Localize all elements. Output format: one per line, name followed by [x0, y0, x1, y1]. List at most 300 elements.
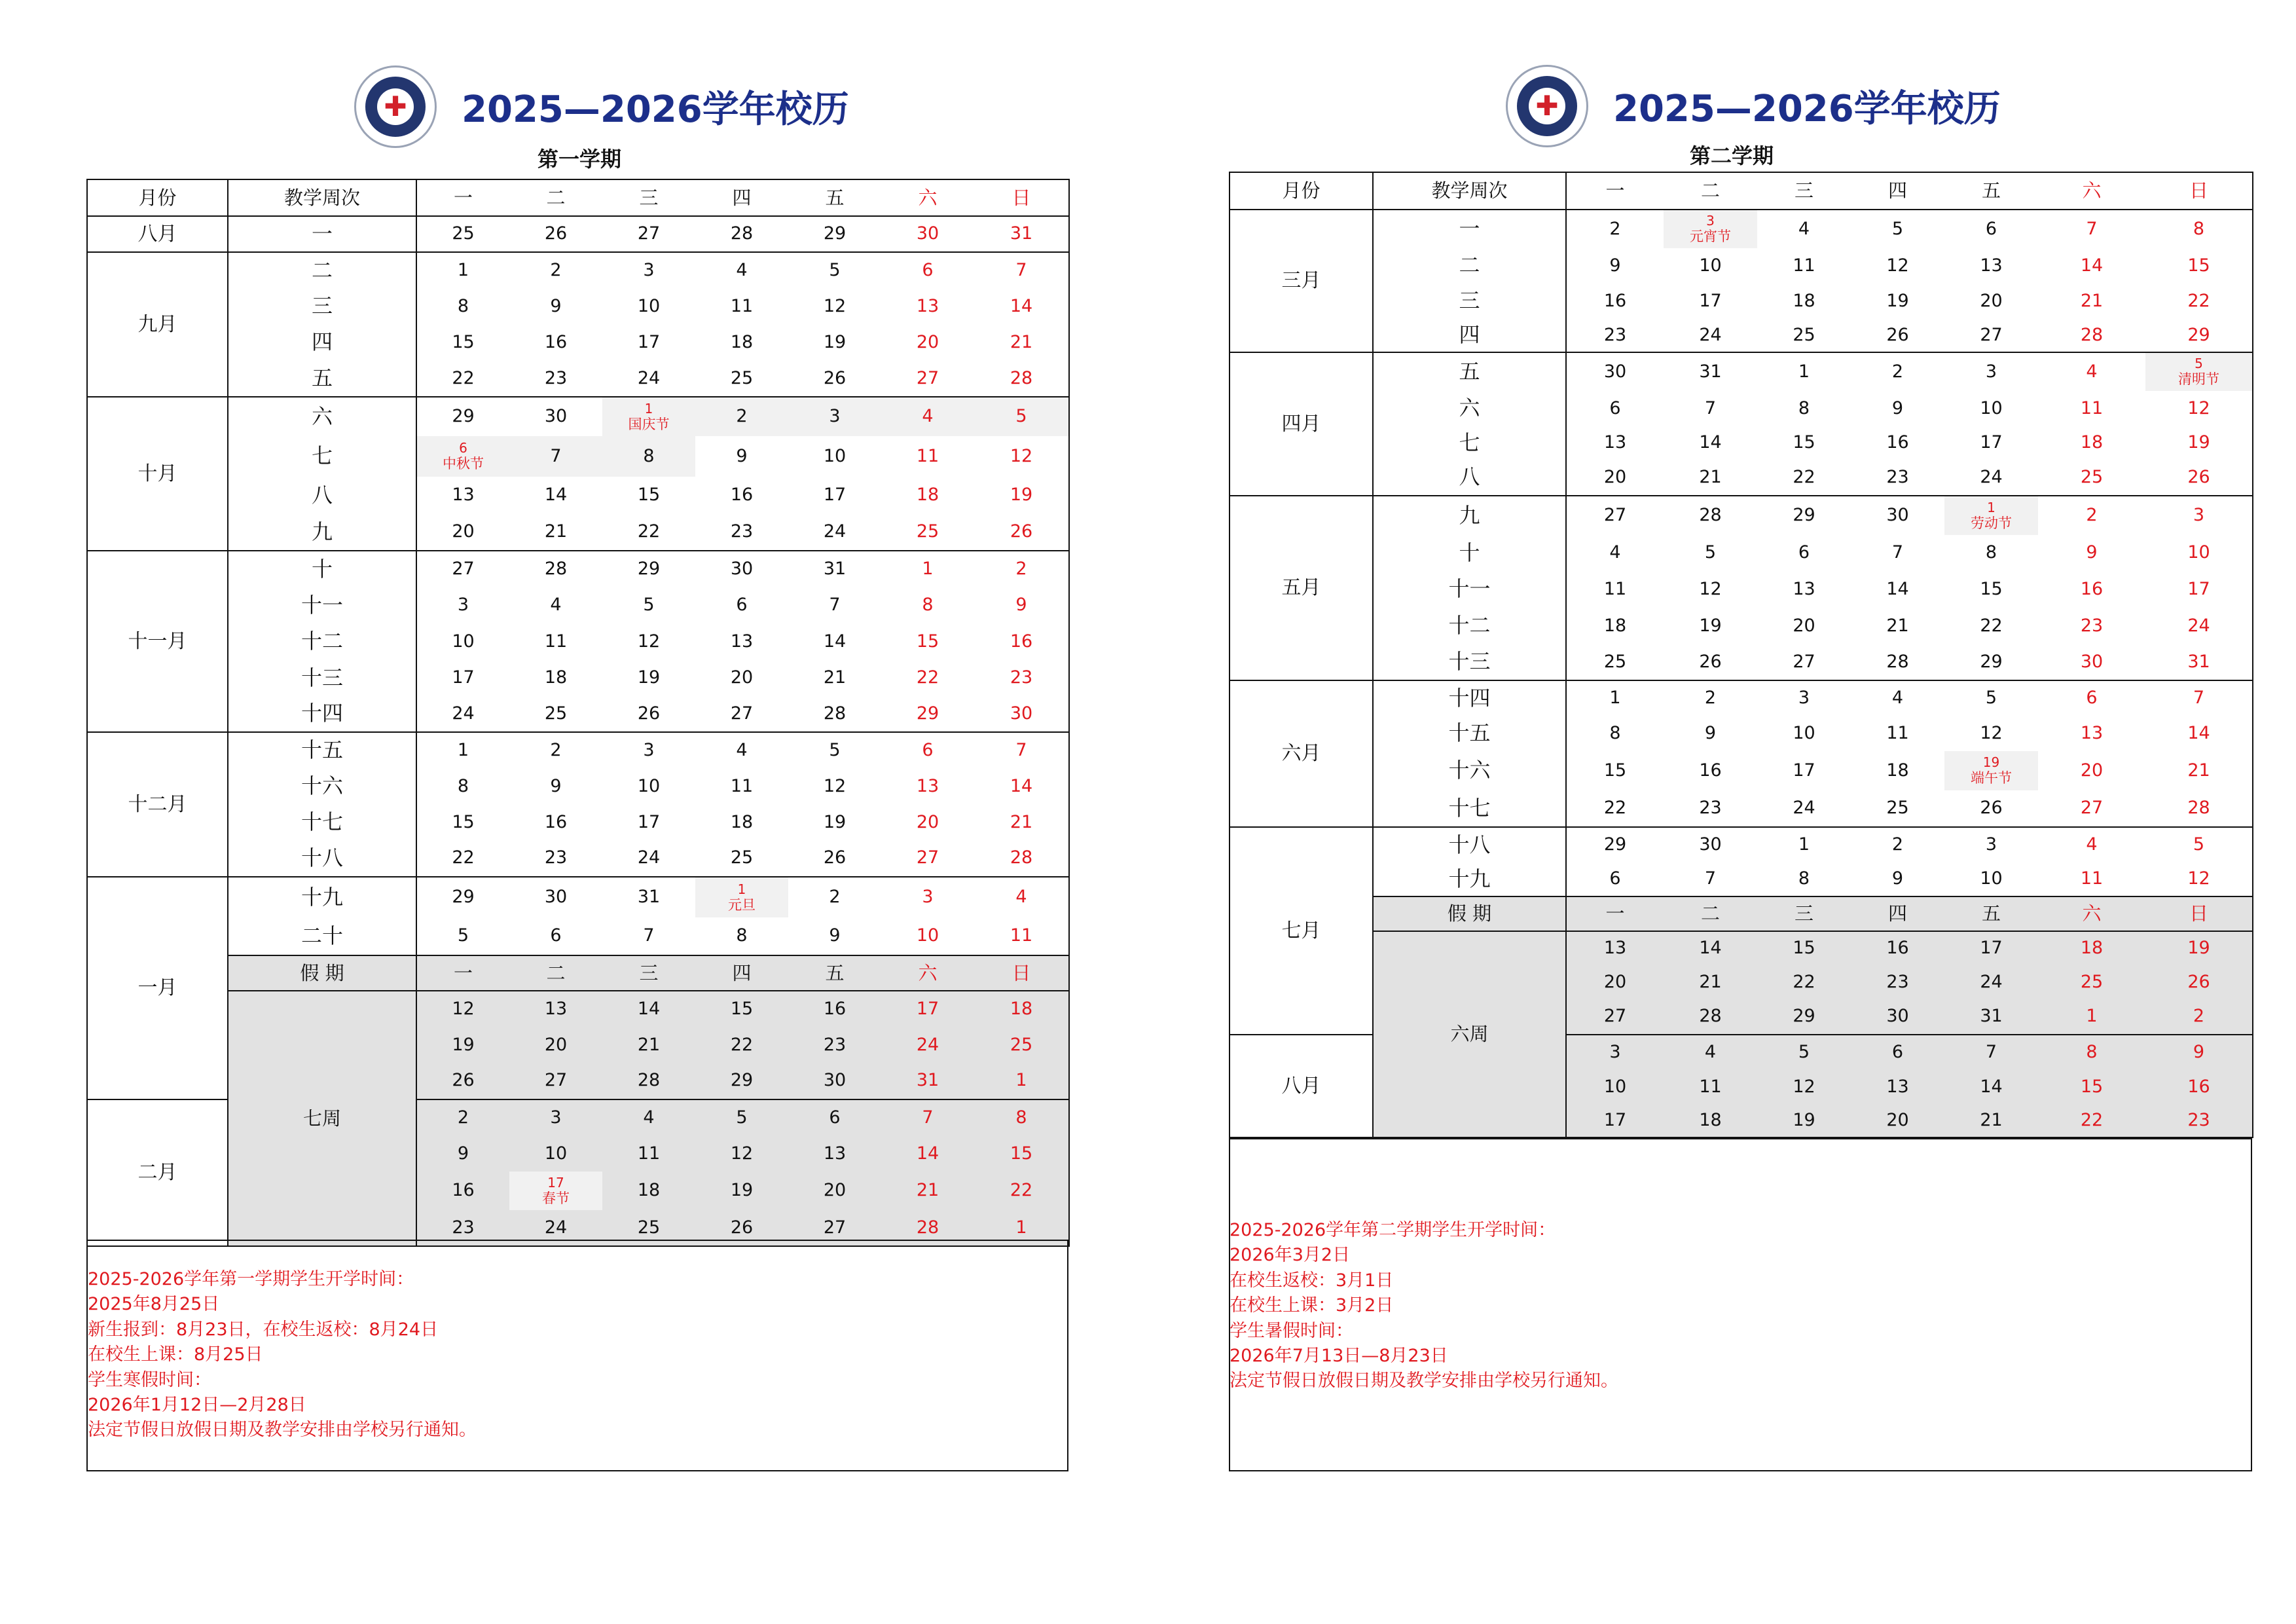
day-cell: 12	[2187, 868, 2210, 889]
week-number: 九	[228, 514, 416, 551]
day-cell: 7	[1704, 397, 1717, 418]
day-cell: 5	[788, 732, 881, 768]
week-number: 五	[1373, 352, 1566, 391]
day-cell: 3	[602, 732, 695, 768]
day-cell: 30	[1851, 496, 1944, 535]
day-cell: 11	[730, 775, 754, 796]
day-cell: 2	[788, 877, 881, 917]
day-cell: 6	[1944, 210, 2038, 248]
day-cell: 11	[1566, 571, 1664, 608]
week-number: 七	[1373, 426, 1566, 460]
day-cell: 12	[2187, 397, 2210, 418]
week-number: 一	[228, 216, 416, 252]
day-cell: 18	[1664, 1104, 1757, 1137]
day-cell: 3	[1944, 352, 2038, 391]
day-cell: 28	[1010, 367, 1033, 388]
week-number: 四	[228, 324, 416, 361]
day-cell: 13	[1566, 931, 1664, 965]
week-row	[1230, 460, 2253, 496]
day-cell: 23	[544, 847, 568, 868]
header-row	[87, 179, 1069, 216]
day-cell	[509, 1172, 602, 1210]
day-cell: 7	[974, 732, 1069, 768]
day-cell: 10	[916, 925, 939, 946]
day-cell: 12	[1010, 445, 1033, 466]
day-cell: 26	[695, 1210, 788, 1246]
week-row	[1230, 716, 2253, 751]
week-row	[1230, 284, 2253, 319]
week-row	[1230, 535, 2253, 571]
vacation-day-header: 三	[1757, 896, 1851, 931]
month-cell: 七月	[1230, 827, 1373, 1035]
day-cell: 25	[916, 521, 939, 542]
week-row	[87, 436, 1069, 477]
day-cell: 20	[509, 1027, 602, 1063]
notes-line: 学生暑假时间：	[1230, 1320, 1353, 1341]
day-cell: 24	[823, 521, 847, 542]
month-cell: 六月	[1230, 680, 1373, 827]
week-number: 十二	[228, 623, 416, 660]
day-cell: 29	[602, 551, 695, 587]
holiday-date: 1	[1987, 499, 1995, 515]
day-cell: 15	[1757, 931, 1851, 965]
day-cell: 3	[416, 587, 509, 623]
day-cell: 5	[643, 595, 655, 616]
day-cell: 3	[1566, 1035, 1664, 1070]
day-cell: 16	[544, 331, 568, 352]
day-cell: 21	[823, 667, 847, 688]
notes-line: 2025年8月25日	[88, 1294, 220, 1315]
week-number: 八	[1373, 460, 1566, 496]
day-cell: 16	[2080, 578, 2104, 599]
notes-line: 新生报到：8月23日，在校生返校：8月24日	[88, 1319, 439, 1340]
day-cell: 26	[1980, 798, 2003, 819]
day-cell: 14	[881, 1136, 974, 1172]
day-cell: 24	[509, 1210, 602, 1246]
day-cell: 24	[1980, 466, 2003, 487]
day-cell: 25	[2038, 965, 2145, 999]
week-number: 十七	[1373, 790, 1566, 827]
day-cell: 9	[1891, 868, 1904, 889]
vacation-header-row	[1230, 896, 2253, 931]
day-cell: 28	[1886, 651, 1909, 672]
day-cell: 18	[974, 991, 1069, 1027]
vacation-row	[1230, 931, 2253, 965]
day-cell: 2	[1664, 680, 1757, 716]
day-cell: 21	[1944, 1104, 2038, 1137]
day-cell: 29	[1566, 827, 1664, 862]
day-cell: 25	[602, 1210, 695, 1246]
day-cell: 10	[2187, 542, 2210, 563]
day-cell: 9	[550, 775, 562, 796]
vacation-day-header: 六	[881, 955, 974, 991]
day-cell: 22	[416, 361, 509, 397]
month-cell: 一月	[87, 877, 228, 1099]
month-cell: 二月	[87, 1099, 228, 1246]
week-number: 十八	[228, 840, 416, 877]
semester1-calendar-table	[86, 179, 1070, 1247]
day-cell: 20	[1566, 965, 1664, 999]
day-cell: 10	[1699, 255, 1722, 276]
day-cell: 29	[416, 397, 509, 436]
holiday-date: 17	[547, 1174, 564, 1190]
day-cell: 4	[695, 252, 788, 289]
day-cell: 11	[544, 631, 568, 652]
day-cell: 29	[416, 877, 509, 917]
day-cell: 7	[974, 252, 1069, 289]
day-cell: 23	[416, 1210, 509, 1246]
week-number: 十八	[1373, 827, 1566, 862]
day-cell: 21	[1699, 466, 1722, 487]
day-cell: 17	[637, 331, 661, 352]
day-cell: 9	[829, 925, 841, 946]
day-cell: 12	[1699, 578, 1722, 599]
holiday-name: 端午节	[1971, 770, 2012, 786]
header-row	[1230, 172, 2253, 210]
week-number: 七	[228, 436, 416, 477]
day-cell: 13	[416, 477, 509, 514]
day-cell: 15	[2187, 255, 2210, 276]
header-day: 一	[416, 179, 509, 216]
day-cell: 4	[2038, 827, 2145, 862]
day-cell: 24	[637, 367, 661, 388]
header-day: 六	[881, 179, 974, 216]
day-cell: 28	[823, 703, 847, 724]
calendar-title: 2025—2026学年校历	[462, 88, 849, 131]
day-cell: 13	[2080, 722, 2104, 743]
day-cell: 9	[550, 295, 562, 316]
day-cell: 20	[1566, 460, 1664, 496]
day-cell: 15	[916, 631, 939, 652]
week-number: 十四	[228, 696, 416, 732]
day-cell: 30	[1664, 827, 1757, 862]
day-cell: 10	[1793, 722, 1815, 743]
day-cell: 12	[637, 631, 661, 652]
header-day: 日	[2145, 172, 2253, 210]
day-cell: 1	[1566, 680, 1664, 716]
day-cell: 17	[1793, 760, 1815, 781]
day-cell: 14	[823, 631, 847, 652]
day-cell: 26	[1886, 324, 1909, 345]
vacation-day-header: 六	[2038, 896, 2145, 931]
week-number: 六	[1373, 391, 1566, 426]
day-cell: 3	[2145, 496, 2253, 535]
notes-line: 2026年1月12日—2月28日	[88, 1395, 306, 1416]
day-cell: 6	[1566, 862, 1664, 896]
day-cell: 16	[544, 811, 568, 832]
header-day: 一	[1566, 172, 1664, 210]
day-cell: 10	[1566, 1070, 1664, 1104]
header-week: 教学周次	[228, 179, 416, 216]
day-cell: 7	[1704, 868, 1717, 889]
day-cell: 17	[1944, 931, 2038, 965]
day-cell: 10	[637, 295, 661, 316]
day-cell: 3	[881, 877, 974, 917]
week-number: 三	[228, 289, 416, 324]
day-cell: 20	[916, 331, 939, 352]
semester2-notes	[1230, 1218, 1618, 1394]
day-cell	[2145, 352, 2253, 391]
vacation-day-header: 三	[602, 955, 695, 991]
holiday-date: 1	[737, 881, 746, 897]
day-cell: 26	[1010, 521, 1033, 542]
day-cell: 4	[881, 397, 974, 436]
day-cell: 20	[2080, 760, 2104, 781]
day-cell: 9	[1566, 248, 1664, 284]
day-cell: 27	[730, 703, 754, 724]
week-row	[87, 361, 1069, 397]
day-cell: 26	[823, 847, 847, 868]
vacation-day-header: 五	[788, 955, 881, 991]
week-number: 十二	[1373, 608, 1566, 644]
day-cell: 23	[1010, 667, 1033, 688]
day-cell: 14	[1010, 295, 1033, 316]
day-cell: 14	[1886, 578, 1909, 599]
day-cell: 6	[550, 925, 562, 946]
day-cell	[602, 397, 695, 436]
day-cell: 31	[974, 216, 1069, 252]
week-row	[87, 805, 1069, 840]
day-cell: 7	[1944, 1035, 2038, 1070]
day-cell: 28	[695, 216, 788, 252]
day-cell: 6	[881, 252, 974, 289]
week-number: 十六	[228, 768, 416, 805]
day-cell: 29	[916, 703, 939, 724]
day-cell: 15	[2038, 1070, 2145, 1104]
vacation-day-header: 二	[509, 955, 602, 991]
day-cell	[695, 877, 788, 917]
day-cell: 4	[1851, 680, 1944, 716]
day-cell: 23	[1566, 319, 1664, 352]
day-cell: 3	[1757, 680, 1851, 716]
day-cell: 9	[2086, 542, 2098, 563]
header-day: 日	[974, 179, 1069, 216]
day-cell: 29	[2187, 324, 2210, 345]
day-cell: 27	[916, 367, 939, 388]
vacation-weeks: 六周	[1373, 931, 1566, 1137]
week-row	[1230, 391, 2253, 426]
day-cell: 16	[2145, 1070, 2253, 1104]
day-cell: 21	[2187, 760, 2210, 781]
month-cell: 四月	[1230, 352, 1373, 496]
week-number: 二	[228, 252, 416, 289]
week-row	[87, 732, 1069, 768]
week-row	[1230, 571, 2253, 608]
day-cell: 2	[416, 1099, 509, 1136]
day-cell: 8	[1798, 868, 1810, 889]
day-cell: 22	[416, 840, 509, 877]
day-cell: 27	[1980, 324, 2003, 345]
day-cell: 21	[881, 1172, 974, 1210]
day-cell: 13	[1851, 1070, 1944, 1104]
day-cell: 17	[1699, 290, 1722, 311]
day-cell: 1	[974, 1063, 1069, 1099]
day-cell: 28	[1010, 847, 1033, 868]
week-row	[87, 477, 1069, 514]
day-cell: 28	[2187, 798, 2210, 819]
day-cell: 7	[1891, 542, 1904, 563]
notes-line: 在校生返校：3月1日	[1230, 1270, 1394, 1291]
day-cell: 25	[544, 703, 568, 724]
holiday-date: 5	[2195, 356, 2203, 372]
day-cell: 13	[1980, 255, 2003, 276]
day-cell: 21	[602, 1027, 695, 1063]
day-cell: 13	[730, 631, 754, 652]
day-cell: 19	[1010, 485, 1033, 506]
week-row	[87, 917, 1069, 955]
day-cell: 25	[1793, 324, 1815, 345]
day-cell: 20	[788, 1172, 881, 1210]
day-cell: 22	[974, 1172, 1069, 1210]
week-number: 四	[1373, 319, 1566, 352]
day-cell: 30	[1566, 352, 1664, 391]
day-cell: 6	[1851, 1035, 1944, 1070]
day-cell: 16	[788, 991, 881, 1027]
vacation-day-header: 二	[1664, 896, 1757, 931]
vacation-day-header: 日	[974, 955, 1069, 991]
day-cell: 30	[881, 216, 974, 252]
week-number: 十	[228, 551, 416, 587]
day-cell: 11	[1886, 722, 1909, 743]
day-cell: 16	[1010, 631, 1033, 652]
day-cell: 8	[416, 289, 509, 324]
day-cell: 13	[788, 1136, 881, 1172]
day-cell: 18	[544, 667, 568, 688]
notes-line: 在校生上课：8月25日	[88, 1344, 263, 1365]
day-cell: 2	[974, 551, 1069, 587]
day-cell: 27	[788, 1210, 881, 1246]
day-cell: 11	[1664, 1070, 1757, 1104]
week-row	[87, 696, 1069, 732]
week-row	[87, 877, 1069, 917]
semester2-calendar-table	[1229, 172, 2253, 1138]
day-cell: 20	[730, 667, 754, 688]
week-row	[87, 768, 1069, 805]
day-cell: 20	[416, 514, 509, 551]
day-cell: 5	[1757, 1035, 1851, 1070]
holiday-name: 国庆节	[628, 416, 670, 432]
holiday-name: 清明节	[2178, 371, 2219, 388]
day-cell: 30	[2080, 651, 2104, 672]
day-cell: 22	[2187, 290, 2210, 311]
notes-line: 法定节假日放假日期及教学安排由学校另行通知。	[1230, 1371, 1618, 1392]
day-cell: 18	[2038, 931, 2145, 965]
day-cell: 18	[730, 331, 754, 352]
day-cell: 5	[1851, 210, 1944, 248]
day-cell: 23	[730, 521, 754, 542]
holiday-name: 元旦	[728, 896, 756, 913]
day-cell: 8	[974, 1099, 1069, 1136]
day-cell: 31	[602, 877, 695, 917]
day-cell: 4	[1664, 1035, 1757, 1070]
week-row	[87, 660, 1069, 696]
notes-line: 2025-2026学年第一学期学生开学时间：	[88, 1269, 414, 1289]
header-month: 月份	[87, 179, 228, 216]
day-cell: 12	[1757, 1070, 1851, 1104]
week-row	[1230, 426, 2253, 460]
week-number: 三	[1373, 284, 1566, 319]
month-cell: 三月	[1230, 210, 1373, 352]
header-day: 四	[1851, 172, 1944, 210]
day-cell	[1944, 496, 2038, 535]
day-cell: 28	[602, 1063, 695, 1099]
day-cell: 1	[1757, 827, 1851, 862]
day-cell: 1	[416, 252, 509, 289]
week-row	[1230, 790, 2253, 827]
semester2-label: 第二学期	[1689, 143, 1774, 168]
vacation-label: 假 期	[228, 955, 416, 991]
day-cell: 4	[1566, 535, 1664, 571]
day-cell: 18	[602, 1172, 695, 1210]
day-cell: 3	[788, 397, 881, 436]
month-cell: 五月	[1230, 496, 1373, 680]
day-cell: 15	[416, 324, 509, 361]
day-cell: 9	[1891, 397, 1904, 418]
vacation-day-header: 四	[1851, 896, 1944, 931]
day-cell: 1	[974, 1210, 1069, 1246]
day-cell: 8	[2038, 1035, 2145, 1070]
day-cell: 25	[1886, 798, 1909, 819]
day-cell: 31	[1944, 999, 2038, 1035]
day-cell: 8	[602, 436, 695, 477]
day-cell: 30	[509, 397, 602, 436]
semester1-notes	[88, 1267, 477, 1443]
school-logo-icon: ✚	[1506, 65, 1588, 147]
week-number: 二	[1373, 248, 1566, 284]
week-number: 十九	[1373, 862, 1566, 896]
holiday-date: 19	[1982, 754, 2000, 771]
week-row	[87, 840, 1069, 877]
day-cell: 13	[916, 775, 939, 796]
week-number: 八	[228, 477, 416, 514]
day-cell: 16	[416, 1172, 509, 1210]
day-cell: 15	[1793, 432, 1815, 453]
header-day: 六	[2038, 172, 2145, 210]
week-number: 十五	[228, 732, 416, 768]
day-cell: 14	[544, 485, 568, 506]
day-cell: 28	[881, 1210, 974, 1246]
week-row	[1230, 210, 2253, 248]
week-number: 十	[1373, 535, 1566, 571]
day-cell: 3	[509, 1099, 602, 1136]
day-cell: 21	[1010, 811, 1033, 832]
day-cell: 29	[788, 216, 881, 252]
day-cell: 6	[1566, 391, 1664, 426]
semester2-title-row	[1506, 65, 2001, 147]
day-cell: 24	[881, 1027, 974, 1063]
day-cell: 11	[602, 1136, 695, 1172]
day-cell: 9	[736, 445, 748, 466]
day-cell: 10	[416, 623, 509, 660]
holiday-name: 劳动节	[1971, 515, 2012, 531]
header-day: 五	[1944, 172, 2038, 210]
day-cell: 2	[509, 732, 602, 768]
day-cell: 27	[1566, 496, 1664, 535]
day-cell: 9	[2145, 1035, 2253, 1070]
day-cell: 6	[2038, 680, 2145, 716]
day-cell: 22	[1566, 790, 1664, 827]
month-cell: 十二月	[87, 732, 228, 877]
vacation-day-header: 四	[695, 955, 788, 991]
day-cell: 11	[2080, 868, 2104, 889]
holiday-date: 3	[1706, 213, 1715, 229]
day-cell: 24	[2187, 615, 2210, 636]
week-number: 五	[228, 361, 416, 397]
holiday-date: 6	[459, 440, 467, 456]
calendar-title: 2025—2026学年校历	[1613, 88, 2001, 130]
school-logo-icon: ✚	[354, 65, 437, 148]
day-cell: 22	[1793, 466, 1815, 487]
